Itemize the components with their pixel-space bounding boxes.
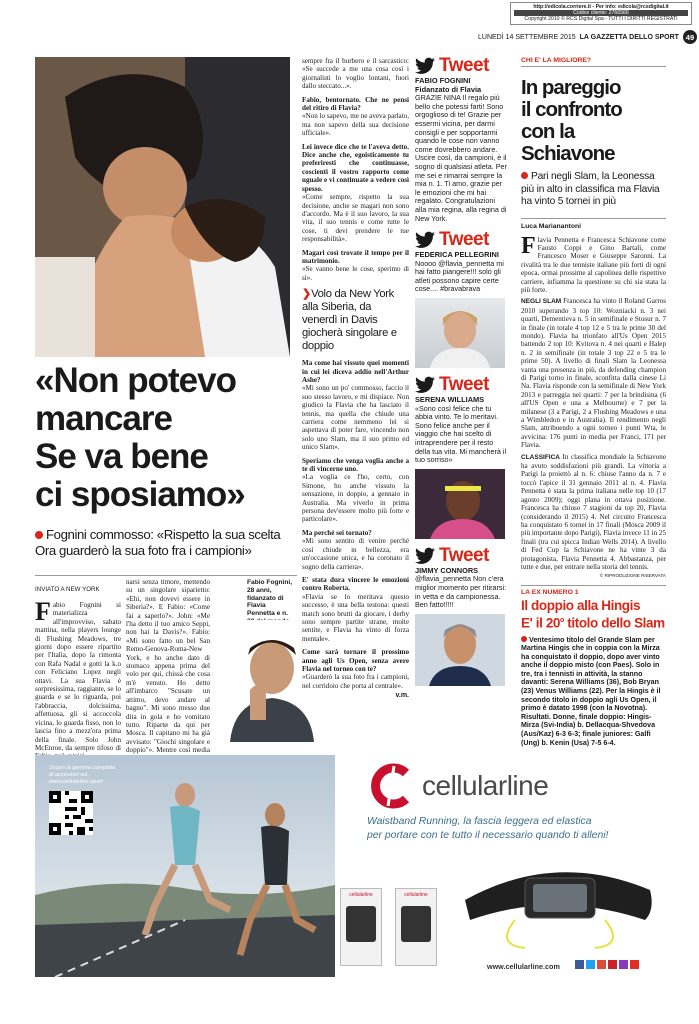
hingis-headline-sup: o <box>560 617 564 624</box>
tweet-text: @flavia_pennetta Non c'era miglior momento per ritirarsi: in vetta e da campionessa. Ben fatto!!!!! <box>415 574 507 610</box>
ad-url[interactable]: www.cellularline.com <box>487 962 560 971</box>
tweet-title: Tweet <box>439 229 489 251</box>
byline: INVIATO A NEW YORK <box>35 586 100 593</box>
pinterest-icon[interactable] <box>608 960 617 969</box>
question-5: Speriamo che venga voglia anche a te di vincerne uno. <box>302 456 409 474</box>
qr-code[interactable] <box>49 791 93 835</box>
dropcap: F <box>521 232 536 259</box>
bullet-icon <box>35 531 43 539</box>
tweet-title: Tweet <box>439 374 489 396</box>
col3a-text: sempre fra il burbero e il sarcastico: «Se succede a me una cosa così i giornalisti lo voglio lontani, fuori dallo steccato...». <box>302 57 409 91</box>
cellularline-ad <box>35 755 665 977</box>
google-plus-icon[interactable] <box>597 960 606 969</box>
right-headline-1: In pareggio <box>521 76 621 99</box>
question-3: Magari così trovate il tempo per il matrimonio. <box>302 248 409 265</box>
answer-4: «Mi sono un po' commosso, faccio il suo stesso lavoro, e mi dispiace. Non giudico la Flavia che ha lasciato il tennis, ma quella che chiude una carriera come nemmeno lei si aspettava di poter fare, vincendo non solo uno Slam, ma il suo primo ed unico Slam». <box>302 384 409 452</box>
tweet-author: FABIO FOGNINI <box>415 76 471 85</box>
cellularline-logo-icon <box>370 763 416 809</box>
twitter-icon[interactable] <box>586 960 595 969</box>
social-icons <box>575 960 639 969</box>
hingis-headline <box>521 598 666 631</box>
instagram-icon[interactable] <box>619 960 628 969</box>
stamp-line-3: Copyright 2010 © RCS Digital Spa - TUTTI I DIRITTI REGISTRATI <box>524 16 678 23</box>
question-6: Ma perché sei tornato? <box>302 528 372 537</box>
tweet-block <box>415 229 507 368</box>
box-brand: cellularline <box>349 892 373 898</box>
qr-caption <box>49 765 115 786</box>
product-box-1 <box>340 888 382 966</box>
twitter-bird-icon <box>415 547 435 565</box>
hingis-headline-2b: titolo dello Slam <box>563 615 665 631</box>
divider <box>521 218 666 219</box>
question-2: Lei invece dice che te l'aveva detto. Dice anche che, egoisticamente tu preferiresti che continuasse, coscienti il vostro rapporto come uguale e vi continuate a vedere così spesso. <box>302 142 409 193</box>
headline-line-2: mancare <box>35 399 172 438</box>
tweet-text: GRAZIE NINA Il regalo più bello che potessi farti! Sono orgoglioso di te! Grazie per essermi vicina, per darmi consigli e per sopportarmi quando le cose non vanno come dovrebbero andare. Uscire così, da campioni, è il sogno di qualsiasi atleta. Per me sei e rimarrai sempre la mia n. 1. Ti amo, grazie per le emozioni che mi hai regalato. Congratulazioni alla mia regina, alla regina di New York. <box>415 93 507 223</box>
qr-caption-1: Scopri la gamma completa <box>49 765 116 771</box>
qr-caption-2: di accessori sul <box>49 772 88 778</box>
stamp-line-1: http://edicola.corriere.it - Per info: edicola@rcsdigital.it <box>533 4 669 10</box>
headline-line-4: ci sposiamo» <box>35 475 245 514</box>
qr-caption-3: www.cellularline.sport <box>49 779 103 785</box>
question-4: Ma come hai vissuto quei momenti in cui lei diceva addio nell'Arthur Ashe? <box>302 359 409 384</box>
right-author: Luca Marianantoni <box>521 222 582 230</box>
section-text: Francesca ha vinto il Roland Garros 2010 superando 3 top 10: Wozniacki n. 3 nei quarti, Dementieva n. 5 in semifinale e Stosur n. 7 in finale (in totale 4 top 12 e 5 tra le prime 30 del mondo). Flavia ha trionfato all'Us Open 2015 battendo 2 top 10: Kvitova n. 4 nei quarti e Halep n. 2 in semifinale (in totale 3 top 22 e 5 tra le prime 50). A livello di finali Slam la Leonessa vanta una presenza in più, da defending champion di Parigi torno in finale, sconfitta dalla cinese Li Na. Flavia risponde con la semifinale di New York 2013 e parreggia nei quarti: 7 per la brindisina (6 all'US Open e una a Melbourne) e 7 per la milanese (3 a Parigi, 2 a Flushing Meadows e una a Wimbledon e in Australia). Il rendimento negli Slam, attribuendo a ogni torneo i punti Wta, le avvicina: 176 punti in media per Franci, 171 per Flavia. <box>521 297 666 450</box>
question-8: Come sarà tornare il prossimo anno agli Us Open, senza avere Flavia nel torneo con te? <box>302 648 409 673</box>
tweet-author: FEDERICA PELLEGRINI <box>415 250 499 260</box>
rights-reserved: © RIPRODUZIONE RISERVATA <box>599 573 666 579</box>
tweet-text: «Sono così felice che tu abbia vinto. Te lo meritavi. Sono felice anche per il viaggio che hai scelto di intraprendere per il resto della tua vita. Mi mancherà il tuo sorriso» <box>415 403 507 465</box>
question-1: Fabio, bentornato. Che ne pensi del ritiro di Flavia? <box>302 95 409 113</box>
article-col-3 <box>302 57 409 699</box>
answer-5: «La voglia ce l'ho, certo, con Simone, ho anche vissuto la sensazione, in doppio, a gennaio in Australia. Ma viverlo in prima persona dev'essere molto più forte e particolare». <box>302 473 409 524</box>
col2-text: narsi senza timore, mettendo su un singolare siparietto: «Ehi, non dovevi essere in Siberia?». E Fabio: «Come fai a saperlo?». John: «Me l'ha detto il tuo amico Seppi, non hai la Davis?». Fabio: «Mi sono fatto un bel San Remo-Genova-Roma-New York, e ho anche dato di stomaco appena prima del volo per qui, chissà che cosa m'è venuto. Ho detto all'imbarco "Scusate un attimo, devo andare al bagno". Mi sono messo due dita in gola e ho vomitato tutto. Ripartø da qui per Mosca. Il capitano mi ha già avvisato: "Giochi singolare e doppio"». Mentre così media <box>126 578 210 755</box>
standfirst-text: Pari negli Slam, la Leonessa più in alto in classifica ma Flavia ha vinto 5 tornei in più <box>521 171 660 207</box>
ad-tagline-2: per portare con te tutto il necessario quando ti alleni! <box>367 829 609 841</box>
pellegrini-photo <box>415 298 505 368</box>
headline-line-3: Se va bene <box>35 437 208 476</box>
tweet-text: Noooo @flavia_pennetta mi hai fatto piangere!!! solo gli atleti possono capire certe cose.... #bravabrava <box>415 258 504 294</box>
divider <box>35 575 297 576</box>
dropcap: F <box>35 597 51 626</box>
connors-photo <box>415 614 505 686</box>
answer-8: «Guarderò la sua foto fra i campioni, nel corridoio che porta al centrale». <box>302 673 409 690</box>
article-col-2 <box>126 578 210 763</box>
tweet-block <box>415 545 507 686</box>
brand-name: cellularline <box>422 770 549 801</box>
page-header <box>478 30 697 44</box>
youtube-icon[interactable] <box>630 960 639 969</box>
right-kicker: CHI E' LA MIGLIORE? <box>521 57 666 67</box>
answer-2: «Come sempre, rispetto la sua decisione, anche se magari non sono d'accordo. Ma è il suo lavoro, la sua vita, il suo tennis e come tutte le cose, ti devi prendere le tue responsabilità». <box>302 193 409 244</box>
tweets-column <box>415 55 507 686</box>
main-headline <box>35 362 295 514</box>
waistband-product <box>455 850 660 950</box>
photo-caption: Fabio Fognini, 28 anni, fidanzato di Flavia Pennetta e n. <box>247 579 293 618</box>
section-label: CLASSIFICA <box>521 453 560 461</box>
hingis-box <box>521 585 666 747</box>
twitter-bird-icon <box>415 231 435 249</box>
facebook-icon[interactable] <box>575 960 584 969</box>
right-standfirst <box>521 171 666 209</box>
brand-logo <box>370 763 548 809</box>
section-text: In classifica mondiale la Schiavone ha avuto soddisfazioni più grandi. La vittoria a Parigi la proiettò al n. 6: chiuse l'anno da n. 7 e toccò l'apice il 31 gennaio 2011 al n. 4. Flavia Pennetta è stata la prima italiana nelle top 10 (17 agosto 2009); oggi plana in ottava posizione. Francesca ha chiuso 7 stagioni da top 20, Flavia (considerando il 2015) 4. Nel circuito Francesca ha conquistato 6 tornei in 17 finali (Mosca 2009 il più importante dopo Parigi), Flavia invece 11 in 25 finali (tra cui spicca Indian Wells 2014). A livello di Fed Cup la Schiavone ne ha vinte 3 da protagonista, Flavia Pennetta 4. Abbastanza, per tutte e due, per entrare nella storia del tennis. <box>521 452 666 571</box>
ad-tagline <box>367 815 608 842</box>
right-intro: lavia Pennetta e Francesca Schiavone come Fausto Coppi e Gino Bartali, come Francesco Moser e Giuseppe Saronni. La rivalità tra le due tenniste italiane più forti di ogni epoca, ormai prossime al capolinea delle rispettive carriere, infiamma la questione su chi sia stata la più forte. <box>521 235 666 294</box>
header-date: LUNEDÌ 14 SETTEMBRE 2015 <box>478 33 576 41</box>
subhead-line-1: Fognini commosso: «Rispetto la sua scelta <box>46 527 281 542</box>
tweet-author-role: Fidanzato di Flavia <box>415 84 482 94</box>
ad-runners-scene <box>35 755 335 977</box>
bullet-icon <box>521 172 528 179</box>
tweet-block <box>415 55 507 223</box>
main-subheadline <box>35 527 297 559</box>
kiss-photo <box>35 57 290 357</box>
section-label: NEGLI SLAM <box>521 298 562 306</box>
stamp-line-2: Codice cliente: 2766566 <box>514 10 688 16</box>
box-brand: cellularline <box>404 892 428 898</box>
tweet-title: Tweet <box>439 55 489 76</box>
right-headline-2: il confronto <box>521 98 622 121</box>
pull-quote <box>302 288 409 353</box>
hingis-kicker: LA EX NUMERO 1 <box>521 585 666 596</box>
tweet-block <box>415 374 507 539</box>
twitter-bird-icon <box>415 376 435 394</box>
hingis-body <box>521 636 666 713</box>
question-7: E' stata dura vincere le emozioni contro Roberta. <box>302 575 409 593</box>
answer-6: «Mi sono sentito di venire perché così chiude in bellezza, era un'occasione unica, e ha coronato il sogno della carriera». <box>302 537 409 571</box>
bullet-icon <box>521 636 527 642</box>
subhead-line-2: Ora guarderò la sua foto fra i campioni» <box>35 543 252 558</box>
ad-tagline-1: Waistband Running, la fascia leggera ed elastica <box>367 816 592 827</box>
right-headline-3: con la Schiavone <box>521 120 615 165</box>
answer-1: «Non lo sapevo, me ne aveva parlato, ma non sapevo della sua decisione ufficiale». <box>302 112 409 138</box>
answer-3: «Se vanno bene le cose, sperimo di sì». <box>302 265 409 282</box>
product-box-2 <box>395 888 437 966</box>
hingis-results: Risultati. Donne, finale doppio: Hingis-Mirza (Svi-India) b. Dellacqua-Shvedova (Aus/Kaz) 6-3 6-3; finale juniores: Galfi (Ung) b. Kenin (Usa) 7-5 6-4. <box>521 712 656 747</box>
serena-photo <box>415 469 505 539</box>
pull-quote-text: Volo da New York alla Siberia, da venerdì in Davis giocherà singolare e doppio <box>302 288 397 353</box>
copyright-stamp <box>510 2 692 25</box>
tweet-author: JIMMY CONNORS <box>415 565 479 575</box>
twitter-bird-icon <box>415 57 435 75</box>
header-paper: LA GAZZETTA DELLO SPORT <box>579 33 679 41</box>
pull-arrow-icon: ❯ <box>302 288 312 301</box>
hingis-headline-1: Il doppio alla Hingis <box>521 598 641 613</box>
col1-text: abio Fognini si materializza all'improvviso, sabato mattina, nella players lounge di Flushing Meadows, tre giorni dopo essere ripartito per l'Italia, dopo la rimonta con Rafa Nadal e gotti la k.o con Feliciano Lopez negli ottavi. La sua Flavia è sorpresissima, raggiante, se lo guarda e se lo riguarda, poi l'abbraccia, dolcissima, affettuosa, gli si accoccola vicina, lo guarda fisso, non lo lascia fino a mezz'ora prima della finale. Solo John McEnroe, da sempre tifoso di <box>35 601 121 752</box>
right-headline <box>521 77 666 165</box>
article-col-1 <box>35 597 121 761</box>
hingis-headline-2a: E' il 20 <box>521 615 561 631</box>
tweet-title: Tweet <box>439 544 489 566</box>
kiss-illustration <box>35 57 290 357</box>
right-article <box>521 57 666 578</box>
page-number: 49 <box>683 30 697 44</box>
tweet-author: SERENA WILLIAMS <box>415 395 485 405</box>
author-initials: v.m. <box>395 692 409 700</box>
hingis-text: Ventesimo titolo del Grande Slam per Martina Hingis che in coppia con la Mirza ha conquistato il doppio, dopo aver vinto anche il doppio misto (con Paes). Solo in tre, tra i tennisti in attività, la stanno davanti: Serena Williams (36), Bob Bryan (23) Venus Williams (22). Per la Hingis è il secondo titolo in doppio agli Us Open, il primo è datato 1998 (con la Novotna). <box>521 635 661 713</box>
answer-7: «Flavia se lo meritava questo successo, è una bella testona: questi match sono brutti da giocare, i derby sono sempre partite strane, molte sentite, e Flavia ha vinto di forza mentale». <box>302 592 409 643</box>
headline-line-1: «Non potevo <box>35 361 236 400</box>
